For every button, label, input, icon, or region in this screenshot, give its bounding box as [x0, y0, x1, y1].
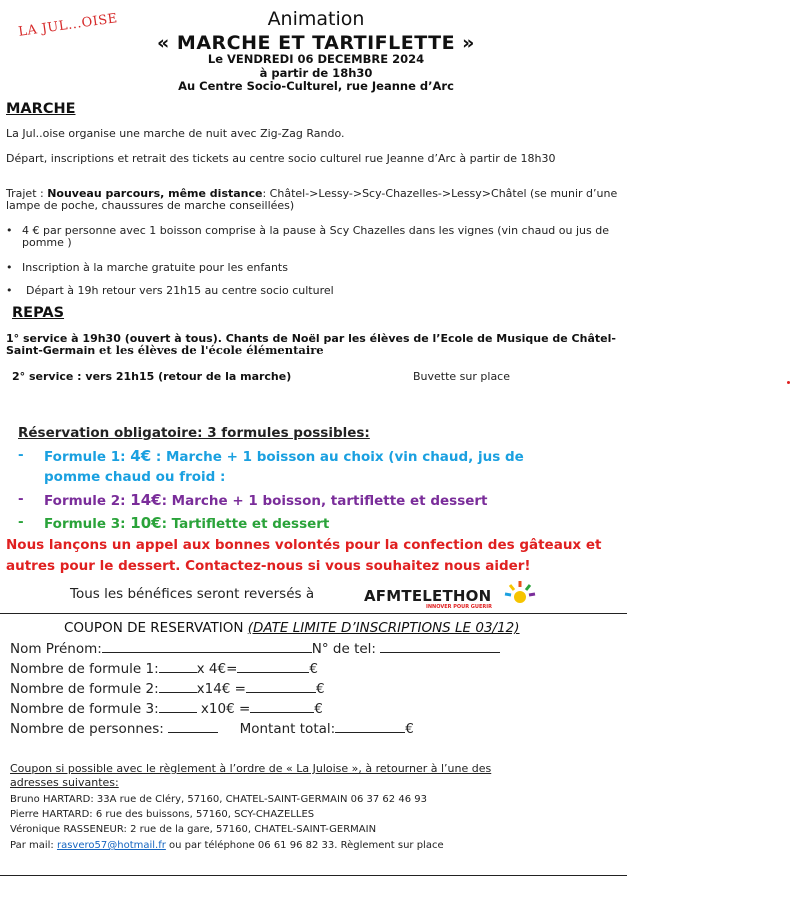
event-location: Au Centre Socio-Culturel, rue Jeanne d’Arc [178, 79, 454, 93]
formule-2-dash: - [18, 491, 24, 507]
f2-amount-field[interactable] [246, 680, 316, 693]
red-dot [787, 381, 790, 384]
coupon-deadline: (DATE LIMITE D’INSCRIPTIONS LE 03/12) [247, 620, 520, 636]
repas-service-2: 2° service : vers 21h15 (retour de la marche) [12, 370, 292, 383]
formule-1-dash: - [18, 447, 24, 463]
repas-service-1 [6, 333, 626, 356]
email-link[interactable]: rasvero57@hotmail.fr [56, 840, 166, 851]
marche-trajet [6, 188, 626, 211]
total-field[interactable] [335, 720, 405, 733]
formule-1-desc-2: pomme chaud ou froid : [44, 469, 226, 485]
coupon-title: COUPON DE RESERVATION [64, 620, 244, 636]
bullet-dot: • [6, 284, 13, 297]
appeal-line-2: autres pour le dessert. Contactez-nous si vous souhaitez nous aider! [6, 558, 531, 574]
formule-3-dash: - [18, 514, 24, 530]
formule-3-row [10, 700, 323, 717]
personnes-label: Nombre de personnes: [10, 721, 164, 737]
buvette-text: Buvette sur place [413, 370, 511, 383]
f2-count-field[interactable] [159, 680, 197, 693]
bullet-dot: • [6, 224, 13, 237]
nom-row [10, 640, 500, 657]
bullet-enfants: Inscription à la marche gratuite pour les enfants [22, 261, 288, 274]
bullet-dot: • [6, 261, 13, 274]
total-euro: € [405, 721, 414, 737]
event-time: à partir de 18h30 [259, 66, 373, 80]
f3-count-label: Nombre de formule 3: [10, 701, 159, 717]
coupon-title-row [64, 620, 520, 636]
nom-field[interactable] [102, 640, 312, 653]
f3-mult: x10€ = [200, 701, 251, 717]
formule-2 [44, 491, 488, 509]
event-title: « MARCHE ET TARTIFLETTE » [157, 32, 475, 54]
f1-mult: x 4€= [196, 661, 238, 677]
event-date: Le VENDREDI 06 DECEMBRE 2024 [207, 52, 425, 66]
afm-logo-text: AFMTELETHON [364, 587, 492, 605]
bullet-depart: Départ à 19h retour vers 21h15 au centre socio culturel [26, 284, 334, 297]
tel-label: N° de tel: [311, 641, 376, 657]
formule-1 [44, 447, 604, 465]
marche-heading: MARCHE [6, 101, 76, 117]
f1-count-label: Nombre de formule 1: [10, 661, 159, 677]
f3-euro: € [314, 701, 323, 717]
formule-3-label: Formule 3: [44, 516, 131, 532]
formule-2-row [10, 680, 325, 697]
header-animation: Animation [267, 8, 365, 30]
bullet-price: 4 € par personne avec 1 boisson comprise à la pause à Scy Chazelles dans les vignes (vin chaud ou jus de pomme ) [22, 224, 609, 249]
formule-2-label: Formule 2: [44, 493, 131, 509]
coupon-border-top [0, 613, 627, 614]
afm-sun-icon [502, 579, 538, 609]
formule-3-price: 10€ [130, 514, 162, 532]
personnes-row [10, 720, 414, 737]
coupon-note-2: adresses suivantes: [10, 776, 119, 789]
formule-3 [44, 514, 329, 532]
address-bruno: Bruno HARTARD: 33A rue de Cléry, 57160, CHATEL-SAINT-GERMAIN 06 37 62 46 93 [10, 794, 427, 805]
f1-euro: € [309, 661, 318, 677]
f3-count-field[interactable] [159, 700, 197, 713]
contact-line [10, 839, 444, 852]
afm-telethon-logo [364, 587, 492, 610]
formule-2-price: 14€ [130, 491, 162, 509]
mail-suffix: ou par téléphone 06 61 96 82 33. Règlement sur place [165, 840, 444, 851]
f2-euro: € [315, 681, 325, 697]
f1-amount-field[interactable] [237, 660, 309, 673]
formule-1-price: 4€ [130, 447, 152, 465]
address-pierre: Pierre HARTARD: 6 rue des buissons, 57160, SCY-CHAZELLES [10, 809, 315, 820]
marche-depart: Départ, inscriptions et retrait des tickets au centre socio culturel rue Jeanne d’Arc à partir de 18h30 [6, 152, 556, 165]
formule-3-desc: : Tartiflette et dessert [161, 516, 330, 532]
appeal-line-1: Nous lançons un appel aux bonnes volontés pour la confection des gâteaux et [6, 537, 602, 553]
f1-count-field[interactable] [159, 660, 197, 673]
service-1-tail: et les élèves de l'école élémentaire [99, 342, 324, 357]
formule-1-desc: : Marche + 1 boisson au choix (vin chaud, jus de [151, 449, 524, 465]
coupon-note-1: Coupon si possible avec le règlement à l’ordre de « La Juloise », à retourner à l’une des [10, 762, 492, 775]
formule-2-desc: : Marche + 1 boisson, tartiflette et dessert [161, 493, 488, 509]
formule-1-label: Formule 1: [44, 449, 131, 465]
personnes-field[interactable] [168, 720, 218, 733]
service-1-text: 1° service à 19h30 (ouvert à tous). Chants de Noël par les élèves de l’Ecole de Musique de Châtel-Saint-Germain [6, 332, 616, 357]
address-veronique: Véronique RASSENEUR: 2 rue de la gare, 57160, CHATEL-SAINT-GERMAIN [10, 824, 377, 835]
mail-prefix: Par mail: [10, 840, 57, 851]
trajet-bold: Nouveau parcours, même distance [47, 187, 263, 200]
benefits-text: Tous les bénéfices seront reversés à [70, 586, 315, 602]
coupon-border-bottom [0, 875, 627, 876]
nom-label: Nom Prénom: [10, 641, 102, 657]
afm-logo-tagline: INNOVER POUR GUERIR [426, 604, 492, 610]
f2-count-label: Nombre de formule 2: [10, 681, 159, 697]
trajet-rest: : Châtel->Lessy->Scy-Chazelles->Lessy>Châtel (se munir d’une lampe de poche, chaussures de marche conseillées) [6, 187, 618, 212]
juloise-logo: LA JUL...OISE [17, 11, 119, 40]
marche-intro: La Jul..oise organise une marche de nuit avec Zig-Zag Rando. [6, 127, 345, 140]
total-label: Montant total: [239, 721, 336, 737]
f2-mult: x14€ = [196, 681, 246, 697]
f3-amount-field[interactable] [250, 700, 314, 713]
trajet-prefix: Trajet : [6, 187, 48, 200]
formule-1-row [10, 660, 318, 677]
reservation-heading: Réservation obligatoire: 3 formules possibles: [18, 425, 370, 441]
tel-field[interactable] [380, 640, 500, 653]
repas-heading: REPAS [12, 305, 65, 321]
